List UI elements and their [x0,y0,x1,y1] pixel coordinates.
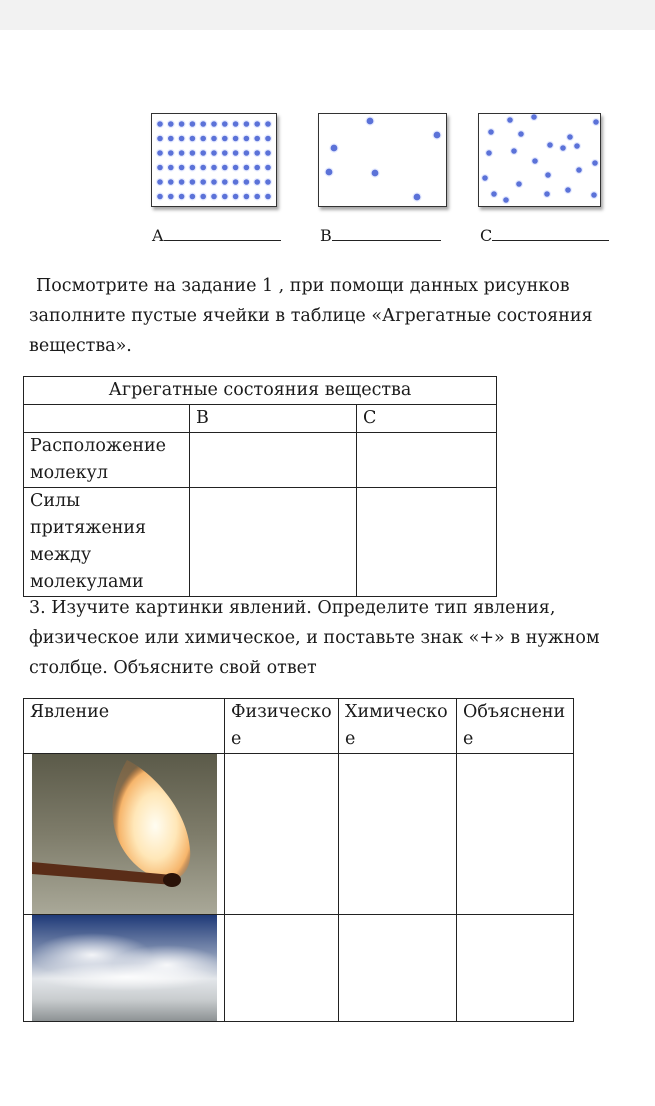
burning-match-image [32,754,217,914]
gas-molecule [330,144,338,152]
caption-b-letter: B [320,226,332,245]
solid-molecule [254,121,261,128]
table1-row-forces-label: Силы притяжения между молекулами [24,488,190,597]
liquid-molecules-diagram [479,114,600,206]
table1-empty-header [24,405,190,433]
solid-molecule [167,193,174,200]
solid-molecule [178,179,185,186]
solid-molecule [200,164,207,171]
gas-molecule [433,131,441,139]
solid-molecule [265,164,272,171]
table2-header-phenomenon: Явление [24,699,225,754]
solid-molecule [243,193,250,200]
solid-molecule [189,179,196,186]
gas-molecule [325,168,333,176]
liquid-molecule [567,134,574,141]
liquid-molecule [591,192,598,199]
question3-line-2: физическое или химическое, и поставьте знак «+» в нужном [29,628,600,648]
solid-molecule [189,164,196,171]
solid-molecule [211,164,218,171]
liquid-molecule [574,143,581,150]
gas-molecule [371,169,379,177]
table1-cell-forces-c[interactable] [357,488,497,597]
solid-molecule [243,164,250,171]
solid-molecule [232,164,239,171]
table1-title: Агрегатные состояния вещества [24,377,497,405]
question3-line-3: столбце. Объясните свой ответ [29,658,317,678]
solid-molecule [178,164,185,171]
liquid-molecule [547,142,554,149]
gas-molecule [413,193,421,201]
table1-col-b: B [190,405,357,433]
table1-row-arrangement-label: Расположение молекул [24,433,190,488]
caption-c-letter: C [480,226,493,245]
solid-molecule [232,179,239,186]
solid-molecule [254,150,261,157]
solid-molecule [243,121,250,128]
solid-molecule [178,193,185,200]
solid-molecule [254,135,261,142]
liquid-molecule [576,167,583,174]
solid-molecule [178,121,185,128]
solid-molecule [157,135,164,142]
figure-a-solid [151,113,277,207]
solid-molecule [157,179,164,186]
figure-c-liquid [478,113,601,207]
solid-molecule [189,121,196,128]
vapor-image [32,915,217,1021]
liquid-molecule [531,114,538,120]
solid-molecule [157,193,164,200]
solid-molecule [243,179,250,186]
solid-molecule [178,150,185,157]
solid-molecule [211,135,218,142]
solid-molecule [167,150,174,157]
solid-molecule [211,179,218,186]
table1-col-c: C [357,405,497,433]
solid-molecule [189,193,196,200]
table2-cell-match-explanation[interactable] [457,754,574,915]
solid-molecule [254,164,261,171]
liquid-molecule [491,191,498,198]
liquid-molecule [511,148,518,155]
solid-molecule [200,121,207,128]
task-line-1: Посмотрите на задание 1 , при помощи данных рисунков [36,276,570,296]
liquid-molecule [503,197,510,204]
gas-molecules-diagram [319,114,446,206]
task-paragraph [29,271,593,361]
solid-molecule [243,150,250,157]
aggregate-states-table [23,376,497,597]
solid-molecule [265,135,272,142]
answer-line-c[interactable] [492,224,609,241]
solid-molecule [189,135,196,142]
table2-image-cell-match [24,754,225,915]
solid-molecule [167,135,174,142]
liquid-molecule [565,187,572,194]
table2-header-chemical: Химическое [339,699,457,754]
table1-cell-forces-b[interactable] [190,488,357,597]
question3-line-1: 3. Изучите картинки явлений. Определите тип явления, [29,598,556,618]
solid-molecule [211,150,218,157]
caption-a-letter: A [152,226,164,245]
liquid-molecule [532,158,539,165]
solid-molecule [265,121,272,128]
table2-cell-match-chemical[interactable] [339,754,457,915]
liquid-molecule [544,191,551,198]
question-3 [29,593,600,683]
solid-molecules-diagram [152,114,276,206]
caption-c [480,224,609,245]
solid-molecule [221,179,228,186]
liquid-molecule [516,181,523,188]
solid-molecule [232,193,239,200]
solid-molecule [157,164,164,171]
solid-molecule [221,135,228,142]
liquid-molecule [488,129,495,136]
solid-molecule [221,164,228,171]
solid-molecule [265,150,272,157]
table1-cell-arrangement-b[interactable] [190,433,357,488]
table2-cell-vapor-explanation[interactable] [457,915,574,1022]
solid-molecule [167,121,174,128]
solid-molecule [167,164,174,171]
gas-molecule [366,117,374,125]
solid-molecule [221,193,228,200]
solid-molecule [221,121,228,128]
table2-cell-vapor-chemical[interactable] [339,915,457,1022]
solid-molecule [265,193,272,200]
figure-b-gas [318,113,447,207]
table2-image-cell-vapor [24,915,225,1022]
table1-cell-arrangement-c[interactable] [357,433,497,488]
solid-molecule [265,179,272,186]
solid-molecule [243,135,250,142]
solid-molecule [200,135,207,142]
solid-molecule [254,179,261,186]
solid-molecule [232,135,239,142]
solid-molecule [200,179,207,186]
table2-header-explanation: Объяснение [457,699,574,754]
solid-molecule [221,150,228,157]
liquid-molecule [560,145,567,152]
liquid-molecule [545,172,552,179]
liquid-molecule [518,131,525,138]
answer-line-b[interactable] [332,224,441,241]
solid-molecule [232,150,239,157]
task-line-2: заполните пустые ячейки в таблице «Агрегатные состояния [29,306,593,326]
solid-molecule [200,193,207,200]
liquid-molecule [507,117,514,124]
task-line-3: вещества». [29,336,132,356]
solid-molecule [167,179,174,186]
answer-line-a[interactable] [164,224,281,241]
liquid-molecule [593,119,600,126]
caption-a [152,224,281,245]
phenomena-table [23,698,574,1022]
table2-cell-match-physical[interactable] [225,754,339,915]
liquid-molecule [482,175,489,182]
solid-molecule [211,121,218,128]
table2-cell-vapor-physical[interactable] [225,915,339,1022]
solid-molecule [178,135,185,142]
solid-molecule [254,193,261,200]
liquid-molecule [486,150,493,157]
solid-molecule [157,121,164,128]
solid-molecule [157,150,164,157]
solid-molecule [211,193,218,200]
solid-molecule [232,121,239,128]
liquid-molecule [592,160,599,167]
solid-molecule [189,150,196,157]
table2-header-physical: Физическое [225,699,339,754]
solid-molecule [200,150,207,157]
top-bar [0,0,655,30]
caption-b [320,224,441,245]
